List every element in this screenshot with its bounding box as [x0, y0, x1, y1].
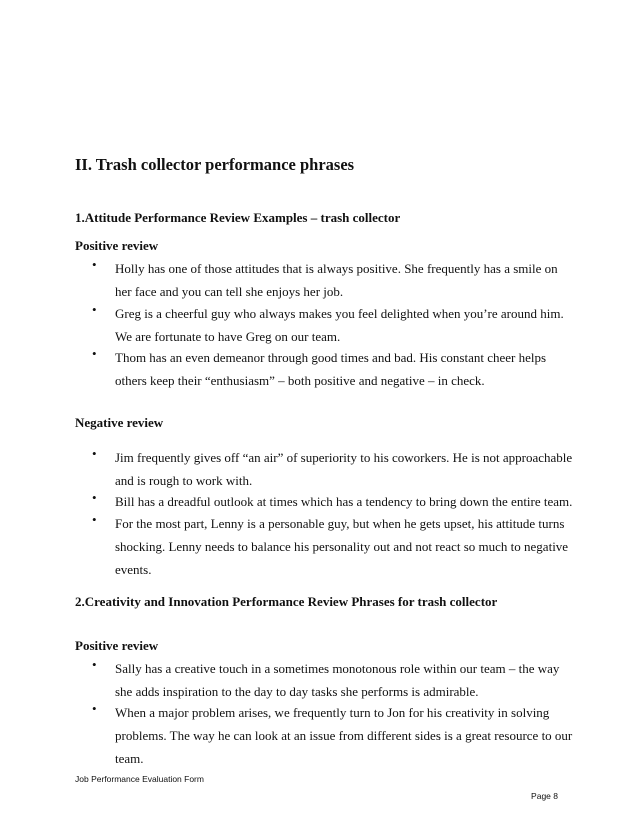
page-number: Page 8: [531, 791, 558, 801]
bullet-icon: •: [92, 346, 97, 361]
bullet-icon: •: [92, 657, 97, 672]
section-1-positive-label: Positive review: [75, 238, 159, 253]
page-title: II. Trash collector performance phrases: [75, 155, 355, 174]
list-item-text: Sally has a creative touch in a sometimes monotonous role within our team – the way she adds inspiration to the day to day tasks she performs is admirable.: [115, 661, 560, 699]
bullet-icon: •: [92, 302, 97, 317]
bullet-icon: •: [92, 512, 97, 527]
list-item-text: Thom has an even demeanor through good times and bad. His constant cheer helps others keep their “enthusiasm” – both positive and negative – in check.: [115, 350, 547, 388]
list-item-text: Jim frequently gives off “an air” of superiority to his coworkers. He is not approachable and is rough to work with.: [115, 450, 573, 488]
section-2-positive-label: Positive review: [75, 638, 159, 653]
footer-form-title: Job Performance Evaluation Form: [75, 774, 204, 784]
list-item-text: When a major problem arises, we frequently turn to Jon for his creativity in solving problems. The way he can look at an issue from different sides is a great resource to our team.: [115, 705, 573, 766]
bullet-icon: •: [92, 257, 97, 272]
list-item-text: Holly has one of those attitudes that is always positive. She frequently has a smile on her face and you can tell she enjoys her job.: [115, 261, 558, 299]
bullet-icon: •: [92, 446, 97, 461]
list-item-text: Greg is a cheerful guy who always makes you feel delighted when you’re around him. We are fortunate to have Greg on our team.: [115, 306, 564, 344]
section-1-negative-label: Negative review: [75, 415, 164, 430]
bullet-icon: •: [92, 490, 97, 505]
section-1-heading: 1.Attitude Performance Review Examples – trash collector: [75, 210, 401, 225]
list-item-text: Bill has a dreadful outlook at times which has a tendency to bring down the entire team.: [115, 494, 573, 509]
section-2-heading: 2.Creativity and Innovation Performance Review Phrases for trash collector: [75, 594, 498, 609]
list-item-text: For the most part, Lenny is a personable guy, but when he gets upset, his attitude turns shocking. Lenny needs to balance his personality out and not react so much to negative events.: [115, 516, 569, 577]
bullet-icon: •: [92, 701, 97, 716]
